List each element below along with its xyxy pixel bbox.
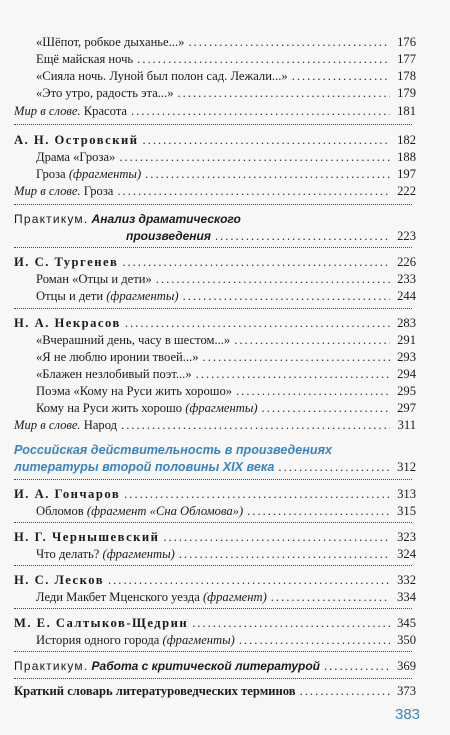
- toc-entry[interactable]: [36, 332, 416, 349]
- toc-author-entry[interactable]: [14, 132, 416, 149]
- author-name: Н. А. Некрасов: [14, 316, 121, 330]
- entry-page: 291: [397, 333, 416, 347]
- praktikum-entry-line1[interactable]: [14, 211, 416, 228]
- toc-entry[interactable]: [36, 68, 416, 85]
- entry-title: Гроза: [36, 167, 66, 181]
- leader-dots: [196, 366, 390, 383]
- leader-dots: [122, 254, 390, 271]
- entry-page: 283: [397, 316, 416, 330]
- toc-author-entry[interactable]: [14, 315, 416, 332]
- leader-dots: [183, 288, 390, 305]
- toc-author-entry[interactable]: [14, 486, 416, 503]
- entry-title: Обломов: [36, 504, 84, 518]
- separator: [14, 522, 412, 523]
- toc-entry[interactable]: [36, 271, 416, 288]
- toc-entry[interactable]: [36, 34, 416, 51]
- toc-entry[interactable]: [36, 546, 416, 563]
- praktikum-title-cont: произведения: [126, 229, 211, 243]
- toc-entry[interactable]: [36, 366, 416, 383]
- entry-page: 223: [397, 229, 416, 243]
- entry-page: 188: [397, 150, 416, 164]
- leader-dots: [156, 271, 390, 288]
- entry-page: 197: [397, 167, 416, 181]
- entry-note: (фрагменты): [162, 633, 235, 647]
- entry-title: «Блажен незлобивый поэт...»: [36, 367, 192, 381]
- entry-page: 311: [397, 418, 416, 432]
- leader-dots: [143, 132, 390, 149]
- praktikum-label: Практикум.: [14, 659, 89, 673]
- entry-title: «Сияла ночь. Луной был полон сад. Лежали...»: [36, 69, 288, 83]
- leader-dots: [192, 615, 390, 632]
- entry-title: Что делать?: [36, 547, 100, 561]
- entry-title: «Это утро, радость эта...»: [36, 86, 174, 100]
- entry-page: 373: [397, 684, 416, 698]
- mir-label: Мир в слове.: [14, 418, 81, 432]
- entry-title: Ещё майская ночь: [36, 52, 134, 66]
- leader-dots: [234, 332, 390, 349]
- author-name: Н. Г. Чернышевский: [14, 530, 160, 544]
- separator: [14, 565, 412, 566]
- entry-page: 181: [397, 104, 416, 118]
- entry-title: Краткий словарь литературоведческих терминов: [14, 684, 296, 698]
- leader-dots: [131, 103, 390, 120]
- praktikum-entry-line2[interactable]: [126, 228, 416, 245]
- entry-page: 295: [397, 384, 416, 398]
- entry-page: 312: [397, 460, 416, 474]
- mir-text: Красота: [83, 104, 128, 118]
- separator: [14, 124, 412, 125]
- mir-label: Мир в слове.: [14, 184, 81, 198]
- entry-title: Отцы и дети: [36, 289, 104, 303]
- praktikum-entry[interactable]: [14, 658, 416, 675]
- leader-dots: [117, 183, 390, 200]
- entry-page: 313: [397, 487, 416, 501]
- author-name: Н. С. Лесков: [14, 573, 104, 587]
- author-name: И. А. Гончаров: [14, 487, 121, 501]
- leader-dots: [262, 400, 390, 417]
- entry-page: 324: [397, 547, 416, 561]
- entry-page: 334: [397, 590, 416, 604]
- entry-note: (фрагменты): [185, 401, 258, 415]
- entry-page: 294: [397, 367, 416, 381]
- leader-dots: [108, 572, 390, 589]
- toc-author-entry[interactable]: [14, 615, 416, 632]
- praktikum-title: Анализ драматического: [91, 212, 241, 226]
- entry-page: 222: [397, 184, 416, 198]
- entry-page: 323: [397, 530, 416, 544]
- leader-dots: [163, 529, 390, 546]
- toc-entry-mir-v-slove[interactable]: [14, 103, 416, 120]
- entry-page: 369: [397, 659, 416, 673]
- section-heading-text: литературы второй половины XIX века: [14, 460, 275, 474]
- leader-dots: [203, 349, 390, 366]
- entry-note: (фрагмент): [202, 590, 267, 604]
- leader-dots: [145, 166, 390, 183]
- leader-dots: [137, 51, 390, 68]
- entry-page: 350: [397, 633, 416, 647]
- section-heading-line1: Российская действительность в произведениях: [14, 443, 333, 457]
- entry-title: «Вчерашний день, часу в шестом...»: [36, 333, 231, 347]
- toc-author-entry[interactable]: [14, 254, 416, 271]
- separator: [14, 651, 412, 652]
- entry-page: 332: [397, 573, 416, 587]
- leader-dots: [292, 68, 390, 85]
- leader-dots: [125, 315, 390, 332]
- toc-entry[interactable]: [36, 149, 416, 166]
- toc-entry[interactable]: [36, 589, 416, 606]
- leader-dots: [239, 632, 390, 649]
- entry-page: 315: [397, 504, 416, 518]
- praktikum-label: Практикум.: [14, 212, 89, 226]
- toc-entry[interactable]: [36, 400, 416, 417]
- leader-dots: [121, 417, 390, 434]
- author-name: А. Н. Островский: [14, 133, 139, 147]
- entry-page: 178: [397, 69, 416, 83]
- separator: [14, 678, 412, 679]
- separator: [14, 247, 412, 248]
- toc-entry[interactable]: [36, 503, 416, 520]
- author-name: М. Е. Салтыков-Щедрин: [14, 616, 189, 630]
- entry-page: 244: [397, 289, 416, 303]
- author-name: И. С. Тургенев: [14, 255, 119, 269]
- leader-dots: [236, 383, 390, 400]
- entry-page: 176: [397, 35, 416, 49]
- entry-note: (фрагменты): [106, 289, 179, 303]
- entry-page: 233: [397, 272, 416, 286]
- toc-author-entry[interactable]: [14, 572, 416, 589]
- leader-dots: [300, 683, 390, 700]
- separator: [14, 608, 412, 609]
- entry-note: (фрагмент «Сна Обломова»): [86, 504, 244, 518]
- toc-entry-mir-v-slove[interactable]: [14, 417, 416, 434]
- mir-label: Мир в слове.: [14, 104, 81, 118]
- mir-text: Гроза: [83, 184, 114, 198]
- section-heading-line2[interactable]: [14, 459, 416, 476]
- toc-author-entry[interactable]: [14, 529, 416, 546]
- toc-entry[interactable]: [36, 349, 416, 366]
- toc-entry[interactable]: [36, 288, 416, 305]
- toc-entry[interactable]: [36, 383, 416, 400]
- mir-text: Народ: [83, 418, 118, 432]
- entry-note: (фрагменты): [102, 547, 175, 561]
- entry-page: 182: [397, 133, 416, 147]
- leader-dots: [278, 459, 390, 476]
- entry-page: 177: [397, 52, 416, 66]
- entry-page: 293: [397, 350, 416, 364]
- leader-dots: [188, 34, 390, 51]
- praktikum-title: Работа с критической литературой: [91, 659, 320, 673]
- leader-dots: [247, 503, 390, 520]
- separator: [14, 204, 412, 205]
- entry-page: 226: [397, 255, 416, 269]
- entry-title: Кому на Руси жить хорошо: [36, 401, 183, 415]
- entry-page: 345: [397, 616, 416, 630]
- entry-title: «Я не люблю иронии твоей...»: [36, 350, 199, 364]
- entry-title: Леди Макбет Мценского уезда: [36, 590, 200, 604]
- toc-entry-glossary[interactable]: [14, 683, 416, 700]
- leader-dots: [124, 486, 390, 503]
- leader-dots: [178, 85, 390, 102]
- leader-dots: [179, 546, 390, 563]
- entry-page: 179: [397, 86, 416, 100]
- separator: [14, 479, 412, 480]
- leader-dots: [271, 589, 390, 606]
- toc-entry[interactable]: [36, 632, 416, 649]
- entry-title: Поэма «Кому на Руси жить хорошо»: [36, 384, 233, 398]
- page-number: 383: [395, 706, 421, 723]
- section-heading[interactable]: [14, 442, 412, 459]
- leader-dots: [119, 149, 390, 166]
- entry-note: (фрагменты): [68, 167, 142, 181]
- toc-entry[interactable]: [36, 51, 416, 68]
- entry-title: Драма «Гроза»: [36, 150, 116, 164]
- entry-title: Роман «Отцы и дети»: [36, 272, 152, 286]
- entry-title: История одного города: [36, 633, 160, 647]
- separator: [14, 308, 412, 309]
- entry-page: 297: [397, 401, 416, 415]
- entry-title: «Шёпот, робкое дыханье...»: [36, 35, 185, 49]
- toc-entry[interactable]: [36, 166, 416, 183]
- toc-entry-mir-v-slove[interactable]: [14, 183, 416, 200]
- leader-dots: [215, 228, 390, 245]
- toc-entry[interactable]: [36, 85, 416, 102]
- leader-dots: [324, 658, 390, 675]
